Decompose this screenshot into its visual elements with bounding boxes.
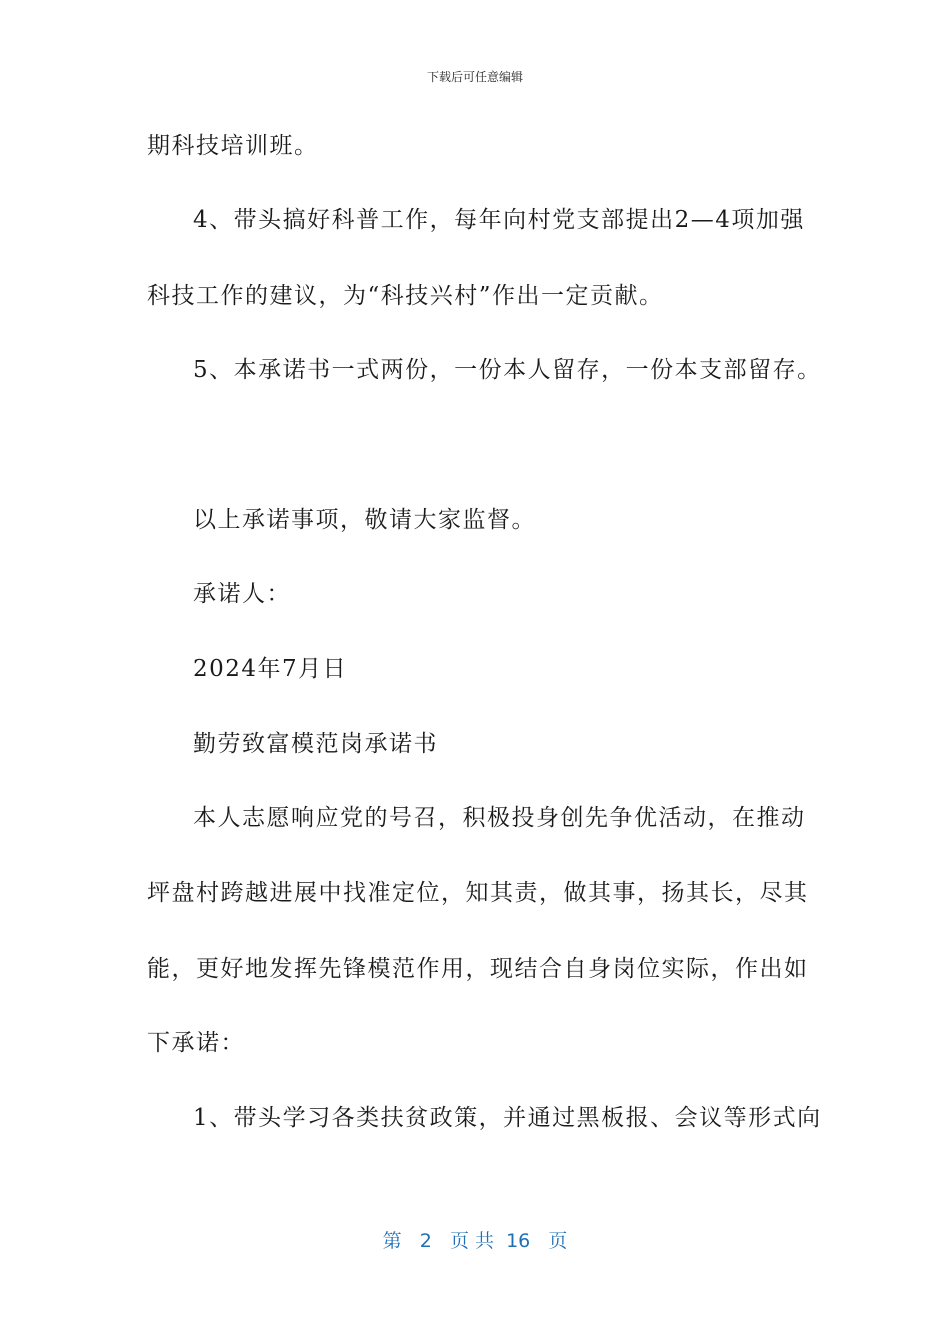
footer-label-ye-gong: 页 共 (449, 1230, 494, 1252)
page-header: 下载后可任意编辑 (426, 70, 523, 84)
text-line: 下承诺： (147, 1030, 245, 1056)
text-line: 本人志愿响应党的号召，积极投身创先争优活动，在推动 (193, 805, 806, 831)
text-line: 以上承诺事项，敬请大家监督。 (193, 507, 536, 533)
page-total: 16 (506, 1230, 531, 1252)
text-line: 2024年7月日 (193, 656, 348, 682)
text-line: 承诺人： (193, 581, 291, 607)
text-line: 坪盘村跨越进展中找准定位，知其责，做其事，扬其长，尽其 (147, 880, 809, 906)
text-line: 4、带头搞好科普工作，每年向村党支部提出2—4项加强 (193, 207, 805, 233)
text-line: 科技工作的建议，为“科技兴村”作出一定贡献。 (147, 283, 664, 309)
text-line: 期科技培训班。 (147, 133, 319, 159)
page-footer (0, 1226, 950, 1253)
footer-label-di: 第 (382, 1230, 402, 1252)
section-title: 勤劳致富模范岗承诺书 (193, 731, 438, 757)
text-line: 能，更好地发挥先锋模范作用，现结合自身岗位实际，作出如 (147, 956, 809, 982)
page-current: 2 (419, 1230, 432, 1252)
text-line: 1、带头学习各类扶贫政策，并通过黑板报、会议等形式向 (193, 1105, 822, 1131)
footer-label-ye: 页 (548, 1230, 568, 1252)
text-line: 5、本承诺书一式两份，一份本人留存，一份本支部留存。 (193, 357, 822, 383)
